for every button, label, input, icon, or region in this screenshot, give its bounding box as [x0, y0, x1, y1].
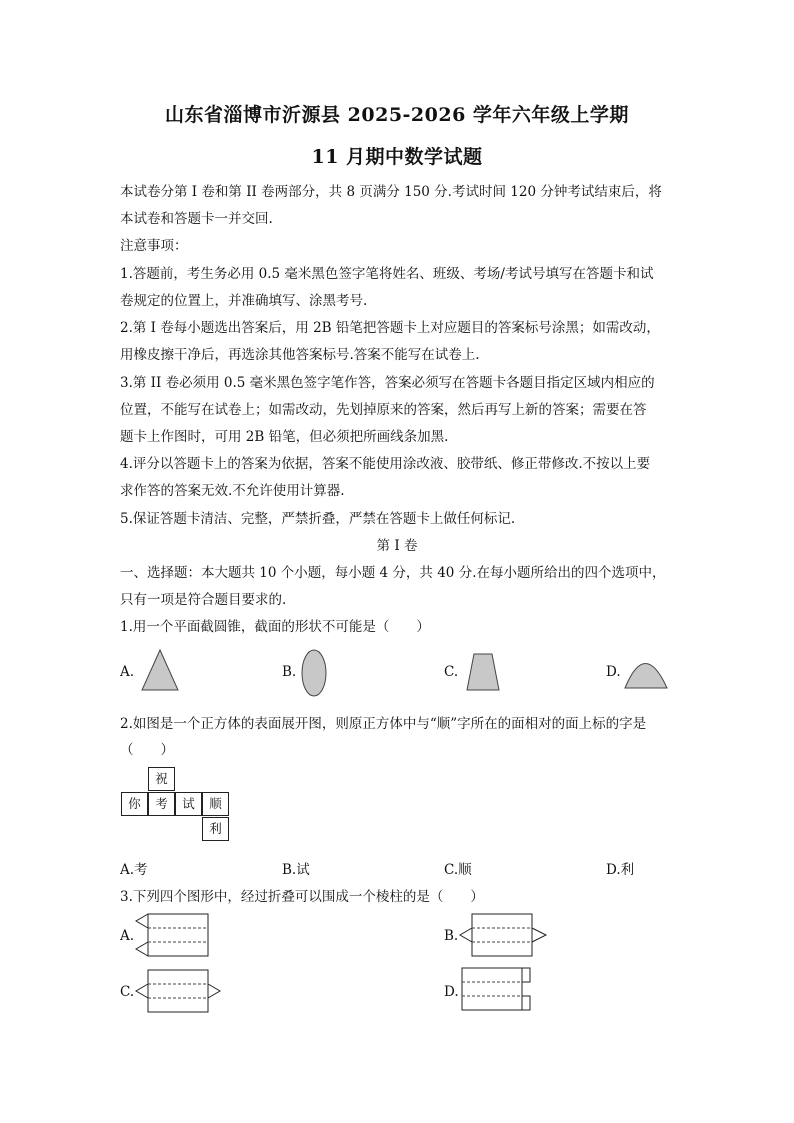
note-line: 题卡上作图时，可用 2B 铅笔，但必须把所画线条加黑. [120, 429, 449, 445]
part1-line-2: 只有一项是符合题目要求的. [120, 592, 287, 608]
exam-title-line1: 山东省淄博市沂源县 2025-2026 学年六年级上学期 [165, 104, 629, 126]
triangle-flap [136, 984, 148, 998]
note-line: 位置，不能写在试卷上；如需改动，先划掉原来的答案，然后再写上新的答案；需要在答 [120, 402, 647, 418]
ellipse-face [302, 650, 326, 696]
net-cell: 试 [175, 792, 202, 816]
note-line: 卷规定的位置上，并准确填写、涂黑考号. [120, 293, 368, 309]
triangle-shape [140, 648, 180, 692]
q1-option-a-label: A. [120, 664, 135, 680]
note-line: 4.评分以答题卡上的答案为依据，答案不能使用涂改液、胶带纸、修正带修改.不按以上要 [120, 456, 651, 472]
q1-option-b-label: B. [282, 664, 297, 680]
net-body [472, 914, 532, 956]
net-cell-top: 祝 [148, 767, 175, 791]
net-cell: 考 [148, 792, 175, 816]
square-flap [522, 996, 530, 1010]
prism-net-a [134, 912, 214, 960]
note-line: 2.第 I 卷每小题选出答案后，用 2B 铅笔把答题卡上对应题目的答案标号涂黑；如需改动， [120, 320, 660, 336]
note-line: 5.保证答题卡清洁、完整，严禁折叠，严禁在答题卡上做任何标记. [120, 511, 516, 527]
q2-option-d: D.利 [606, 862, 635, 878]
net-body [462, 968, 522, 1010]
ellipse-shape [300, 648, 328, 698]
q2-stem: 2.如图是一个正方体的表面展开图，则原正方体中与“顺”字所在的面相对的面上标的字是 [120, 716, 647, 732]
net-cell: 你 [121, 792, 148, 816]
note-line: 用橡皮擦干净后，再选涂其他答案标号.答案不能写在试卷上. [120, 347, 480, 363]
triangle-face [142, 650, 178, 690]
intro-line-2: 本试卷和答题卡一并交回. [120, 211, 273, 227]
notes-heading: 注意事项： [120, 238, 188, 254]
prism-net-b [456, 912, 552, 960]
q3-option-c-label: C. [120, 984, 135, 1000]
net-body [148, 970, 208, 1012]
q1-stem: 1.用一个平面截圆锥，截面的形状不可能是（ ） [120, 619, 430, 635]
triangle-flap [136, 914, 148, 928]
triangle-flap [532, 928, 546, 942]
parabolic-segment-shape [623, 655, 669, 691]
q3-option-d-label: D. [444, 984, 459, 1000]
square-flap [522, 968, 530, 982]
prism-net-c [132, 968, 228, 1016]
triangle-flap [208, 984, 220, 998]
note-line: 求作答的答案无效.不允许使用计算器. [120, 483, 345, 499]
note-line: 3.第 II 卷必须用 0.5 毫米黑色签字笔作答，答案必须写在答题卡各题目指定区域内相应的 [120, 375, 655, 391]
q1-option-d-label: D. [606, 664, 621, 680]
triangle-flap [136, 942, 148, 956]
triangle-flap [460, 928, 472, 942]
q3-option-a-label: A. [120, 928, 135, 944]
q3-option-b-label: B. [444, 928, 459, 944]
q1-option-c-label: C. [444, 664, 459, 680]
q3-stem: 3.下列四个图形中，经过折叠可以围成一个棱柱的是（ ） [120, 889, 484, 905]
note-line: 1.答题前，考生务必用 0.5 毫米黑色签字笔将姓名、班级、考场/考试号填写在答题卡和试 [120, 266, 654, 282]
q2-stem-parens: （ ） [120, 742, 174, 758]
q2-option-c: C.顺 [444, 862, 472, 878]
trapezoid-shape [465, 652, 501, 692]
net-cell: 顺 [202, 792, 229, 816]
q2-option-a: A.考 [120, 862, 148, 878]
intro-line-1: 本试卷分第 I 卷和第 II 卷两部分，共 8 页满分 150 分.考试时间 120 分钟考试结束后，将 [120, 184, 662, 200]
exam-title-line2: 11 月期中数学试题 [311, 146, 483, 168]
section-title: 第 I 卷 [376, 538, 418, 554]
q2-option-b: B.试 [282, 862, 310, 878]
prism-net-d [460, 966, 550, 1014]
trapezoid-face [467, 654, 499, 690]
net-cell-bottom: 利 [202, 817, 229, 841]
parabolic-segment-face [625, 664, 667, 689]
part1-line-1: 一、选择题：本大题共 10 个小题，每小题 4 分，共 40 分.在每小题所给出的四个选项中， [120, 565, 666, 581]
net-body [148, 914, 208, 956]
